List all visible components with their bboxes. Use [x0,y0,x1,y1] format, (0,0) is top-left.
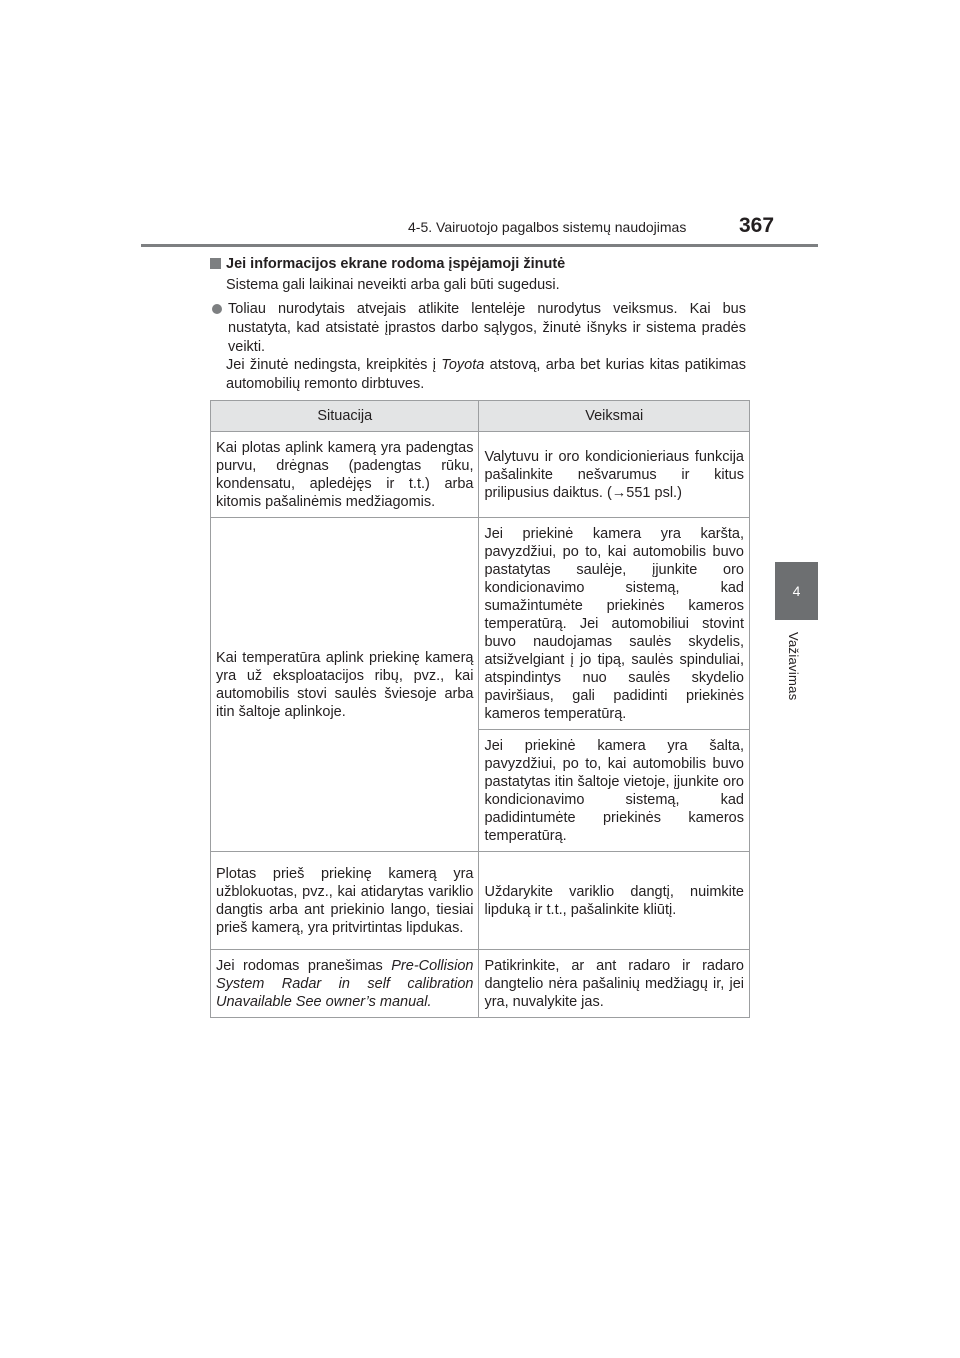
warning-message-text: Pre-Collision System Radar in self calibration Unavailable See owner’s manual. [216,958,474,1010]
bullet-text: Toliau nurodytais atvejais atlikite lentelėje nurodytus veiksmus. Kai bus nustatyta, kad atsistatė įprastos darbo sąlygos, žinutė išnyks ir sistema pradės veikti. [228,301,746,355]
action-cell: Patikrinkite, ar ant radaro ir radaro dangtelio nėra pašalinių medžiagų ir, jei yra, nuvalykite jas. [479,950,750,1018]
dealer-note [226,356,746,394]
dealer-note-brand: Toyota [441,357,485,373]
dealer-note-before: Jei žinutė nedingsta, kreipkitės į [226,357,442,373]
action-cell: Jei priekinė kamera yra karšta, pavyzdžiui, po to, kai automobilis buvo pastatytas saulėje, įjunkite oro kondicionavimo sistemą, kad sumažintumėte priekinės kameros temperatūrą. Jei automobiliui stovint buvo naudojamas saulės skydelis, atsižvelgiant į jo tipą, saulės spinduliai, atspindintys nuo saulės skydelio paviršiaus, gali padidinti priekinės kameros temperatūrą. [479,518,750,730]
chapter-tab: 4 [775,562,818,620]
square-bullet-icon [210,258,221,269]
page-number: 367 [739,214,775,237]
action-cell: Uždarykite variklio dangtį, nuimkite lipduką ir t.t., pašalinkite kliūtį. [479,852,750,950]
situation-action-table [210,400,750,1018]
chapter-label: Važiavimas [786,632,801,701]
bullet-item [210,300,746,357]
section-heading-text: Jei informacijos ekrane rodoma įspėjamoji žinutė [226,256,566,272]
situation-prefix: Jei rodomas pranešimas [216,958,392,974]
dealer-note-after: atstovą, arba bet kurias kitas patikimas automobilių remonto dirbtuves. [226,357,747,392]
header-section-title: 4-5. Vairuotojo pagalbos sistemų naudojimas [408,219,687,235]
situation-cell: Kai temperatūra aplink priekinę kamerą yra už eksploatacijos ribų, pvz., kai automobilis stovi saulės šviesoje arba itin šaltoje aplinkoje. [211,518,479,852]
intro-paragraph: Sistema gali laikinai neveikti arba gali būti sugedusi. [226,277,560,293]
header-situation: Situacija [211,401,479,432]
action-cell: Jei priekinė kamera yra šalta, pavyzdžiui, po to, kai automobilis buvo pastatytas itin šaltoje vietoje, įjunkite oro kondicionavimo sistemą, kad padidintumėte priekinės kameros temperatūrą. [479,730,750,852]
situation-cell [211,950,479,1018]
situation-cell: Kai plotas aplink kamerą yra padengtas purvu, drėgnas (padengtas rūku, kondensatu, apledėjęs ir t.t.) arba kitomis pašalinėmis medžiagomis. [211,432,479,518]
table-row [211,950,750,1018]
table-row [211,432,750,518]
situation-cell: Plotas prieš priekinę kamerą yra užblokuotas, pvz., kai atidarytas variklio dangtis arba ant priekinio lango, tiesiai prieš kamerą, yra pritvirtintas lipdukas. [211,852,479,950]
section-heading [210,256,565,272]
table-header-row [211,401,750,432]
header-divider [141,244,818,247]
table-row [211,852,750,950]
action-cell: Valytuvu ir oro kondicionieriaus funkcija pašalinkite nešvarumus ir kitus prilipusius daiktus. (→551 psl.) [479,432,750,518]
header-actions: Veiksmai [479,401,750,432]
circle-bullet-icon [212,304,222,314]
table-row [211,518,750,730]
